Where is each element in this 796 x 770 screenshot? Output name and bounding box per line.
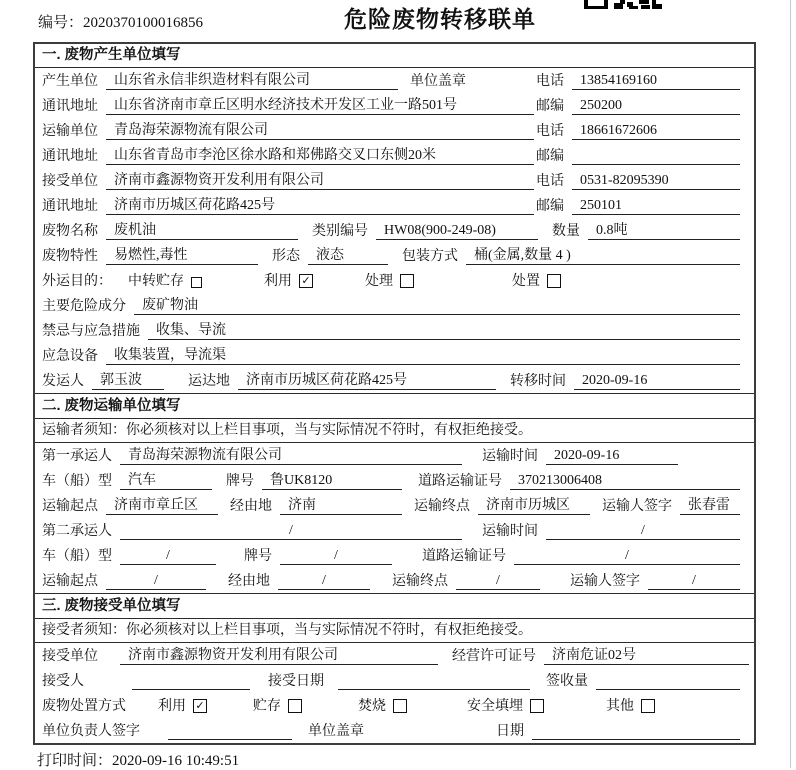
row-accepting-unit	[35, 643, 754, 668]
section-receiver	[35, 593, 754, 743]
first-carrier-value: 青岛海荣源物流有限公司	[120, 444, 462, 465]
dispatcher-value: 郭玉波	[92, 369, 164, 390]
section-1-heading: 一. 废物产生单位填写	[35, 44, 754, 68]
section-transporter	[35, 393, 754, 593]
accepting-unit-value: 济南市鑫源物资开发利用有限公司	[120, 644, 438, 665]
receiver-addr-value: 济南市历城区荷花路425号	[106, 194, 534, 215]
first-route-end-value: 济南市历城区	[478, 494, 590, 515]
transporter-zip-label: 邮编	[536, 149, 564, 164]
row-responsible-sign	[35, 718, 754, 743]
disposal-option-landfill-label: 安全填埋	[467, 699, 523, 714]
row-second-vehicle	[35, 543, 754, 568]
row-disposal-method	[35, 693, 754, 718]
sign-date-value	[532, 739, 740, 740]
print-time	[37, 749, 239, 770]
row-receiver	[35, 168, 754, 193]
producer-addr-label: 通讯地址	[42, 99, 98, 114]
purpose-option-storage-label: 中转贮存	[128, 274, 184, 289]
scanned-page-edge	[790, 0, 791, 768]
waste-character-value: 易燃性,毒性	[106, 244, 258, 265]
row-first-carrier	[35, 443, 754, 468]
first-carrier-label: 第一承运人	[42, 449, 112, 464]
row-receiver-address	[35, 193, 754, 218]
transfer-time-value: 2020-09-16	[574, 373, 740, 390]
first-route-start-value: 济南市章丘区	[106, 494, 218, 515]
section-3-heading: 三. 废物接受单位填写	[35, 593, 754, 619]
waste-name-value: 废机油	[106, 219, 298, 240]
second-route-via-value: /	[278, 573, 370, 590]
producer-addr-value: 山东省济南市章丘区明水经济技术开发区工业一路501号	[106, 94, 534, 115]
disposal-incinerate-checkbox	[393, 699, 407, 713]
transporter-phone-label: 电话	[536, 124, 564, 139]
transfer-manifest-form	[33, 42, 756, 745]
waste-code-value: HW08(900-249-08)	[376, 223, 538, 240]
second-route-end-label: 运输终点	[392, 574, 448, 589]
row-first-route	[35, 493, 754, 518]
transporter-phone-value: 18661672606	[572, 123, 740, 140]
receiver-value: 济南市鑫源物资开发利用有限公司	[106, 169, 534, 190]
waste-code-label: 类别编号	[312, 224, 368, 239]
serial-number	[38, 11, 203, 32]
page-title: 危险废物转移联单	[344, 6, 536, 32]
transporter-zip-value	[572, 164, 740, 165]
waste-qty-value: 0.8吨	[588, 219, 740, 240]
waste-qty-label: 数量	[552, 224, 580, 239]
transporter-value: 青岛海荣源物流有限公司	[106, 119, 534, 140]
serial-value: 2020370100016856	[83, 15, 204, 31]
disposal-landfill-checkbox	[530, 699, 544, 713]
second-carrier-label: 第二承运人	[42, 524, 112, 539]
row-waste-character	[35, 243, 754, 268]
row-second-carrier	[35, 518, 754, 543]
receiver-notice-label: 接受者须知：	[42, 623, 126, 638]
destination-label: 运达地	[188, 374, 230, 389]
waste-form-label: 形态	[272, 249, 300, 264]
emergency-equipment-label: 应急设备	[42, 349, 98, 364]
receiver-label: 接受单位	[42, 174, 98, 189]
receiver-phone-label: 电话	[536, 174, 564, 189]
accept-date-label: 接受日期	[268, 674, 324, 689]
unit-seal-label: 单位盖章	[308, 724, 364, 739]
transfer-purpose-label: 外运目的：	[42, 274, 112, 289]
first-plate-label: 牌号	[226, 474, 254, 489]
second-plate-label: 牌号	[244, 549, 272, 564]
second-carrier-sign-label: 运输人签字	[570, 574, 640, 589]
first-carrier-sign-value: 张春雷	[680, 494, 740, 515]
responsible-sign-value	[168, 739, 292, 740]
first-plate-value: 鲁UK8120	[262, 469, 402, 490]
second-transport-time-label: 运输时间	[482, 524, 538, 539]
first-carrier-sign-label: 运输人签字	[602, 499, 672, 514]
waste-name-label: 废物名称	[42, 224, 98, 239]
main-hazard-label: 主要危险成分	[42, 299, 126, 314]
first-route-via-label: 经由地	[230, 499, 272, 514]
transporter-addr-value: 山东省青岛市李沧区徐水路和郑佛路交叉口东侧20米	[106, 144, 534, 165]
second-road-permit-label: 道路运输证号	[422, 549, 506, 564]
disposal-option-incinerate-label: 焚烧	[358, 699, 386, 714]
second-vehicle-type-value: /	[120, 548, 216, 565]
transporter-label: 运输单位	[42, 124, 98, 139]
disposal-utilize-checkbox: ✓	[193, 699, 207, 713]
row-acceptor	[35, 668, 754, 693]
print-time-value: 2020-09-16 10:49:51	[112, 753, 240, 769]
disposal-option-utilize-label: 利用	[158, 699, 186, 714]
second-carrier-sign-value: /	[648, 573, 740, 590]
transporter-notice-label: 运输者须知：	[42, 423, 126, 438]
second-road-permit-value: /	[514, 548, 740, 565]
row-main-hazard	[35, 293, 754, 318]
second-transport-time-value: /	[546, 523, 740, 540]
row-second-route	[35, 568, 754, 593]
purpose-option-dispose-label: 处置	[512, 274, 540, 289]
waste-pack-label: 包装方式	[402, 249, 458, 264]
receiver-addr-label: 通讯地址	[42, 199, 98, 214]
acceptor-value	[132, 689, 250, 690]
row-waste-name	[35, 218, 754, 243]
purpose-storage-checkbox	[191, 277, 202, 288]
section-2-heading: 二. 废物运输单位填写	[35, 393, 754, 419]
waste-character-label: 废物特性	[42, 249, 98, 264]
second-route-start-label: 运输起点	[42, 574, 98, 589]
purpose-option-utilize-label: 利用	[264, 274, 292, 289]
producer-zip-value: 250200	[572, 98, 740, 115]
purpose-utilize-checkbox: ✓	[299, 274, 313, 288]
first-route-start-label: 运输起点	[42, 499, 98, 514]
row-transporter-notice	[35, 419, 754, 443]
first-route-via-value: 济南	[280, 494, 402, 515]
purpose-treat-checkbox	[400, 274, 414, 288]
license-value: 济南危证02号	[544, 644, 749, 665]
dispatcher-label: 发运人	[42, 374, 84, 389]
receiver-zip-label: 邮编	[536, 199, 564, 214]
first-vehicle-type-value: 汽车	[120, 469, 212, 490]
taboo-measures-label: 禁忌与应急措施	[42, 324, 140, 339]
first-route-end-label: 运输终点	[414, 499, 470, 514]
accepting-unit-label: 接受单位	[42, 649, 98, 664]
emergency-equipment-value: 收集装置，导流渠	[106, 344, 740, 365]
accept-date-value	[338, 689, 530, 690]
first-vehicle-type-label: 车（船）型	[42, 474, 112, 489]
first-transport-time-label: 运输时间	[482, 449, 538, 464]
producer-zip-label: 邮编	[536, 99, 564, 114]
print-time-label: 打印时间：	[37, 753, 113, 769]
producer-seal-label: 单位盖章	[410, 74, 466, 89]
producer-phone-label: 电话	[536, 74, 564, 89]
row-taboo-measures	[35, 318, 754, 343]
second-vehicle-type-label: 车（船）型	[42, 549, 112, 564]
producer-label: 产生单位	[42, 74, 98, 89]
purpose-dispose-checkbox	[547, 274, 561, 288]
acceptor-label: 接受人	[42, 674, 84, 689]
disposal-option-other-label: 其他	[606, 699, 634, 714]
disposal-option-store-label: 贮存	[253, 699, 281, 714]
first-road-permit-value: 370213006408	[510, 473, 740, 490]
row-receiver-notice	[35, 619, 754, 643]
second-route-end-value: /	[456, 573, 540, 590]
serial-label: 编号：	[38, 15, 84, 31]
first-transport-time-value: 2020-09-16	[546, 448, 678, 465]
received-qty-value	[596, 689, 740, 690]
purpose-option-treat-label: 处理	[365, 274, 393, 289]
transporter-notice-text: 你必须核对以上栏目事项，当与实际情况不符时，有权拒绝接受。	[126, 423, 532, 438]
waste-form-value: 液态	[308, 244, 388, 265]
second-plate-value: /	[280, 548, 392, 565]
receiver-zip-value: 250101	[572, 198, 740, 215]
row-transporter	[35, 118, 754, 143]
row-emergency-equipment	[35, 343, 754, 368]
disposal-store-checkbox	[288, 699, 302, 713]
row-transfer-purpose	[35, 268, 754, 293]
taboo-measures-value: 收集、导流	[148, 319, 740, 340]
transporter-addr-label: 通讯地址	[42, 149, 98, 164]
receiver-notice-text: 你必须核对以上栏目事项，当与实际情况不符时，有权拒绝接受。	[126, 623, 532, 638]
disposal-other-checkbox	[641, 699, 655, 713]
second-route-start-value: /	[106, 573, 206, 590]
receiver-phone-value: 0531-82095390	[572, 173, 740, 190]
second-carrier-value: /	[120, 523, 462, 540]
disposal-method-label: 废物处置方式	[42, 699, 126, 714]
license-label: 经营许可证号	[452, 649, 536, 664]
row-producer-address	[35, 93, 754, 118]
received-qty-label: 签收量	[546, 674, 588, 689]
transfer-time-label: 转移时间	[510, 374, 566, 389]
section-producer	[35, 44, 754, 393]
responsible-sign-label: 单位负责人签字	[42, 724, 140, 739]
sign-date-label: 日期	[496, 724, 524, 739]
producer-phone-value: 13854169160	[572, 73, 740, 90]
row-transporter-address	[35, 143, 754, 168]
producer-value: 山东省永信非织造材料有限公司	[106, 69, 398, 90]
waste-pack-value: 桶(金属,数量 4 )	[466, 244, 740, 265]
qr-code-partial-icon	[584, 0, 662, 10]
destination-value: 济南市历城区荷花路425号	[238, 369, 496, 390]
first-road-permit-label: 道路运输证号	[418, 474, 502, 489]
row-producer	[35, 68, 754, 93]
row-first-vehicle	[35, 468, 754, 493]
second-route-via-label: 经由地	[228, 574, 270, 589]
row-dispatcher	[35, 368, 754, 393]
main-hazard-value: 废矿物油	[134, 294, 740, 315]
